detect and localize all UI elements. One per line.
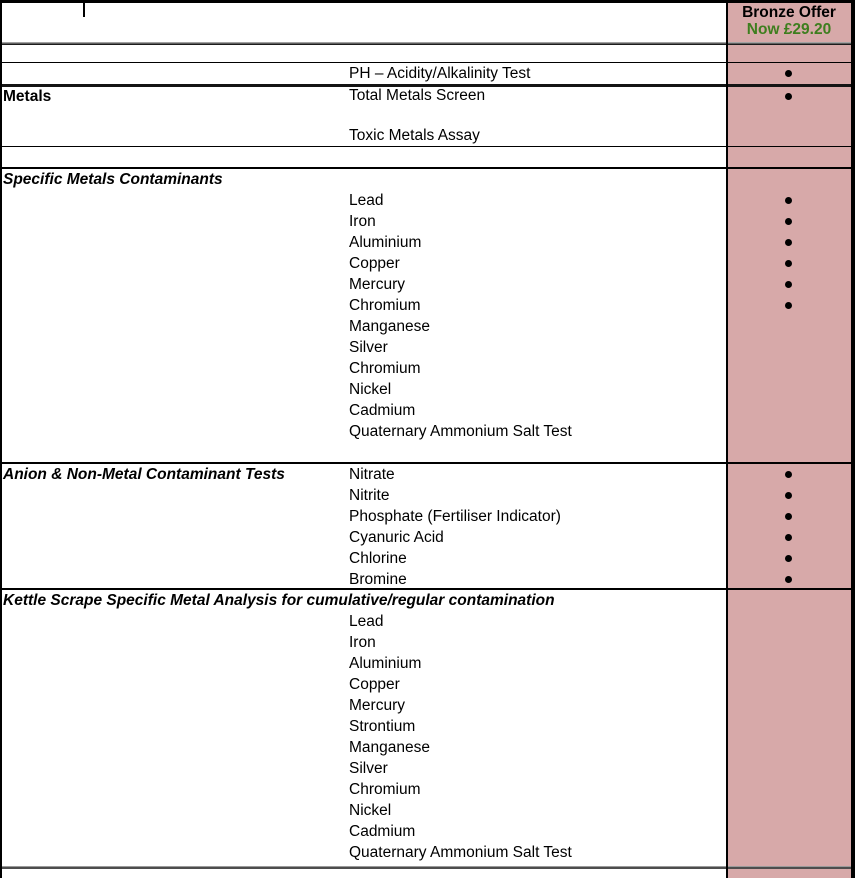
test-name-cell[interactable]: Quaternary Ammonium Salt Test <box>349 423 572 440</box>
table-row <box>0 106 857 126</box>
test-name-cell[interactable]: Aluminium <box>349 655 422 672</box>
test-name-cell[interactable]: Mercury <box>349 276 405 293</box>
included-bullet-icon <box>785 93 792 100</box>
test-name-cell[interactable]: Nickel <box>349 381 392 398</box>
offer-price-cell[interactable]: Now £29.20 <box>746 21 832 38</box>
test-name-cell[interactable]: Nickel <box>349 802 392 819</box>
offer-title-cell[interactable]: Bronze Offer <box>742 4 836 21</box>
table-row <box>0 695 857 716</box>
included-bullet-icon <box>785 471 792 478</box>
test-name-cell[interactable]: Chlorine <box>349 550 407 567</box>
test-name-cell[interactable]: Cadmium <box>349 402 416 419</box>
test-name-cell[interactable]: Strontium <box>349 718 416 735</box>
test-name-cell[interactable]: Bromine <box>349 571 407 588</box>
test-name-cell[interactable]: Manganese <box>349 739 431 756</box>
table-row <box>0 548 857 569</box>
test-name-cell[interactable]: Nitrate <box>349 466 395 483</box>
table-row <box>0 674 857 695</box>
table-row <box>0 274 857 295</box>
included-bullet-icon <box>785 260 792 267</box>
included-bullet-icon <box>785 513 792 520</box>
test-name-cell[interactable]: PH – Acidity/Alkalinity Test <box>349 65 531 82</box>
included-bullet-icon <box>785 197 792 204</box>
test-name-cell[interactable]: Quaternary Ammonium Salt Test <box>349 844 572 861</box>
table-row <box>0 653 857 674</box>
test-name-cell[interactable]: Phosphate (Fertiliser Indicator) <box>349 508 561 525</box>
test-name-cell[interactable]: Nitrite <box>349 487 390 504</box>
included-bullet-icon <box>785 239 792 246</box>
table-row <box>0 716 857 737</box>
table-row <box>0 295 857 316</box>
table-row <box>0 126 857 146</box>
table-row <box>0 253 857 274</box>
offer-column-left-border <box>726 0 728 878</box>
included-bullet-icon <box>785 492 792 499</box>
offer-column-right-border <box>851 0 855 878</box>
section-label-kettle-scrape[interactable]: Kettle Scrape Specific Metal Analysis for cumulative/regular contamination <box>3 592 555 609</box>
table-row <box>0 232 857 253</box>
table-row <box>0 211 857 232</box>
included-bullet-icon <box>785 70 792 77</box>
section-label-metals[interactable]: Metals <box>3 88 52 105</box>
table-row <box>0 758 857 779</box>
included-bullet-icon <box>785 218 792 225</box>
test-name-cell[interactable]: Chromium <box>349 781 421 798</box>
included-bullet-icon <box>785 302 792 309</box>
table-row <box>0 632 857 653</box>
table-row <box>0 527 857 548</box>
test-name-cell[interactable]: Iron <box>349 213 376 230</box>
table-row <box>0 485 857 506</box>
table-row <box>0 506 857 527</box>
table-row <box>0 86 857 106</box>
table-row <box>0 842 857 863</box>
table-row <box>0 421 857 442</box>
section-ph <box>0 63 857 84</box>
table-row <box>0 611 857 632</box>
test-name-cell[interactable]: Cyanuric Acid <box>349 529 444 546</box>
test-name-cell[interactable]: Copper <box>349 255 400 272</box>
section-specific-metals <box>0 169 857 462</box>
test-name-cell[interactable]: Lead <box>349 192 384 209</box>
test-name-cell[interactable]: Manganese <box>349 318 431 335</box>
section-metals <box>0 86 857 146</box>
included-bullet-icon <box>785 576 792 583</box>
table-row <box>0 337 857 358</box>
section-kettle-scrape <box>0 590 857 866</box>
test-name-cell[interactable]: Copper <box>349 676 400 693</box>
test-name-cell[interactable]: Chromium <box>349 297 421 314</box>
test-name-cell[interactable]: Mercury <box>349 697 405 714</box>
table-row <box>0 569 857 590</box>
table-row <box>0 800 857 821</box>
test-name-cell[interactable]: Chromium <box>349 360 421 377</box>
included-bullet-icon <box>785 534 792 541</box>
table-row <box>0 821 857 842</box>
table-row <box>0 779 857 800</box>
included-bullet-icon <box>785 281 792 288</box>
test-name-cell[interactable]: Lead <box>349 613 384 630</box>
test-name-cell[interactable]: Silver <box>349 339 388 356</box>
table-row <box>0 737 857 758</box>
test-name-cell[interactable]: Silver <box>349 760 388 777</box>
header-cell-divider <box>83 0 85 17</box>
section-anion <box>0 464 857 589</box>
section-label-specific-metals[interactable]: Specific Metals Contaminants <box>3 171 223 188</box>
table-row <box>0 400 857 421</box>
table-row <box>0 316 857 337</box>
test-name-cell[interactable]: Total Metals Screen <box>349 87 486 104</box>
table-row <box>0 190 857 211</box>
table-row <box>0 464 857 485</box>
section-label-anion[interactable]: Anion & Non-Metal Contaminant Tests <box>3 466 285 483</box>
table-row <box>0 358 857 379</box>
test-name-cell[interactable]: Cadmium <box>349 823 416 840</box>
table-row <box>0 63 857 84</box>
included-bullet-icon <box>785 555 792 562</box>
test-name-cell[interactable]: Iron <box>349 634 376 651</box>
table-left-border <box>0 0 2 878</box>
table-row <box>0 379 857 400</box>
test-name-cell[interactable]: Toxic Metals Assay <box>349 127 480 144</box>
test-name-cell[interactable]: Aluminium <box>349 234 422 251</box>
